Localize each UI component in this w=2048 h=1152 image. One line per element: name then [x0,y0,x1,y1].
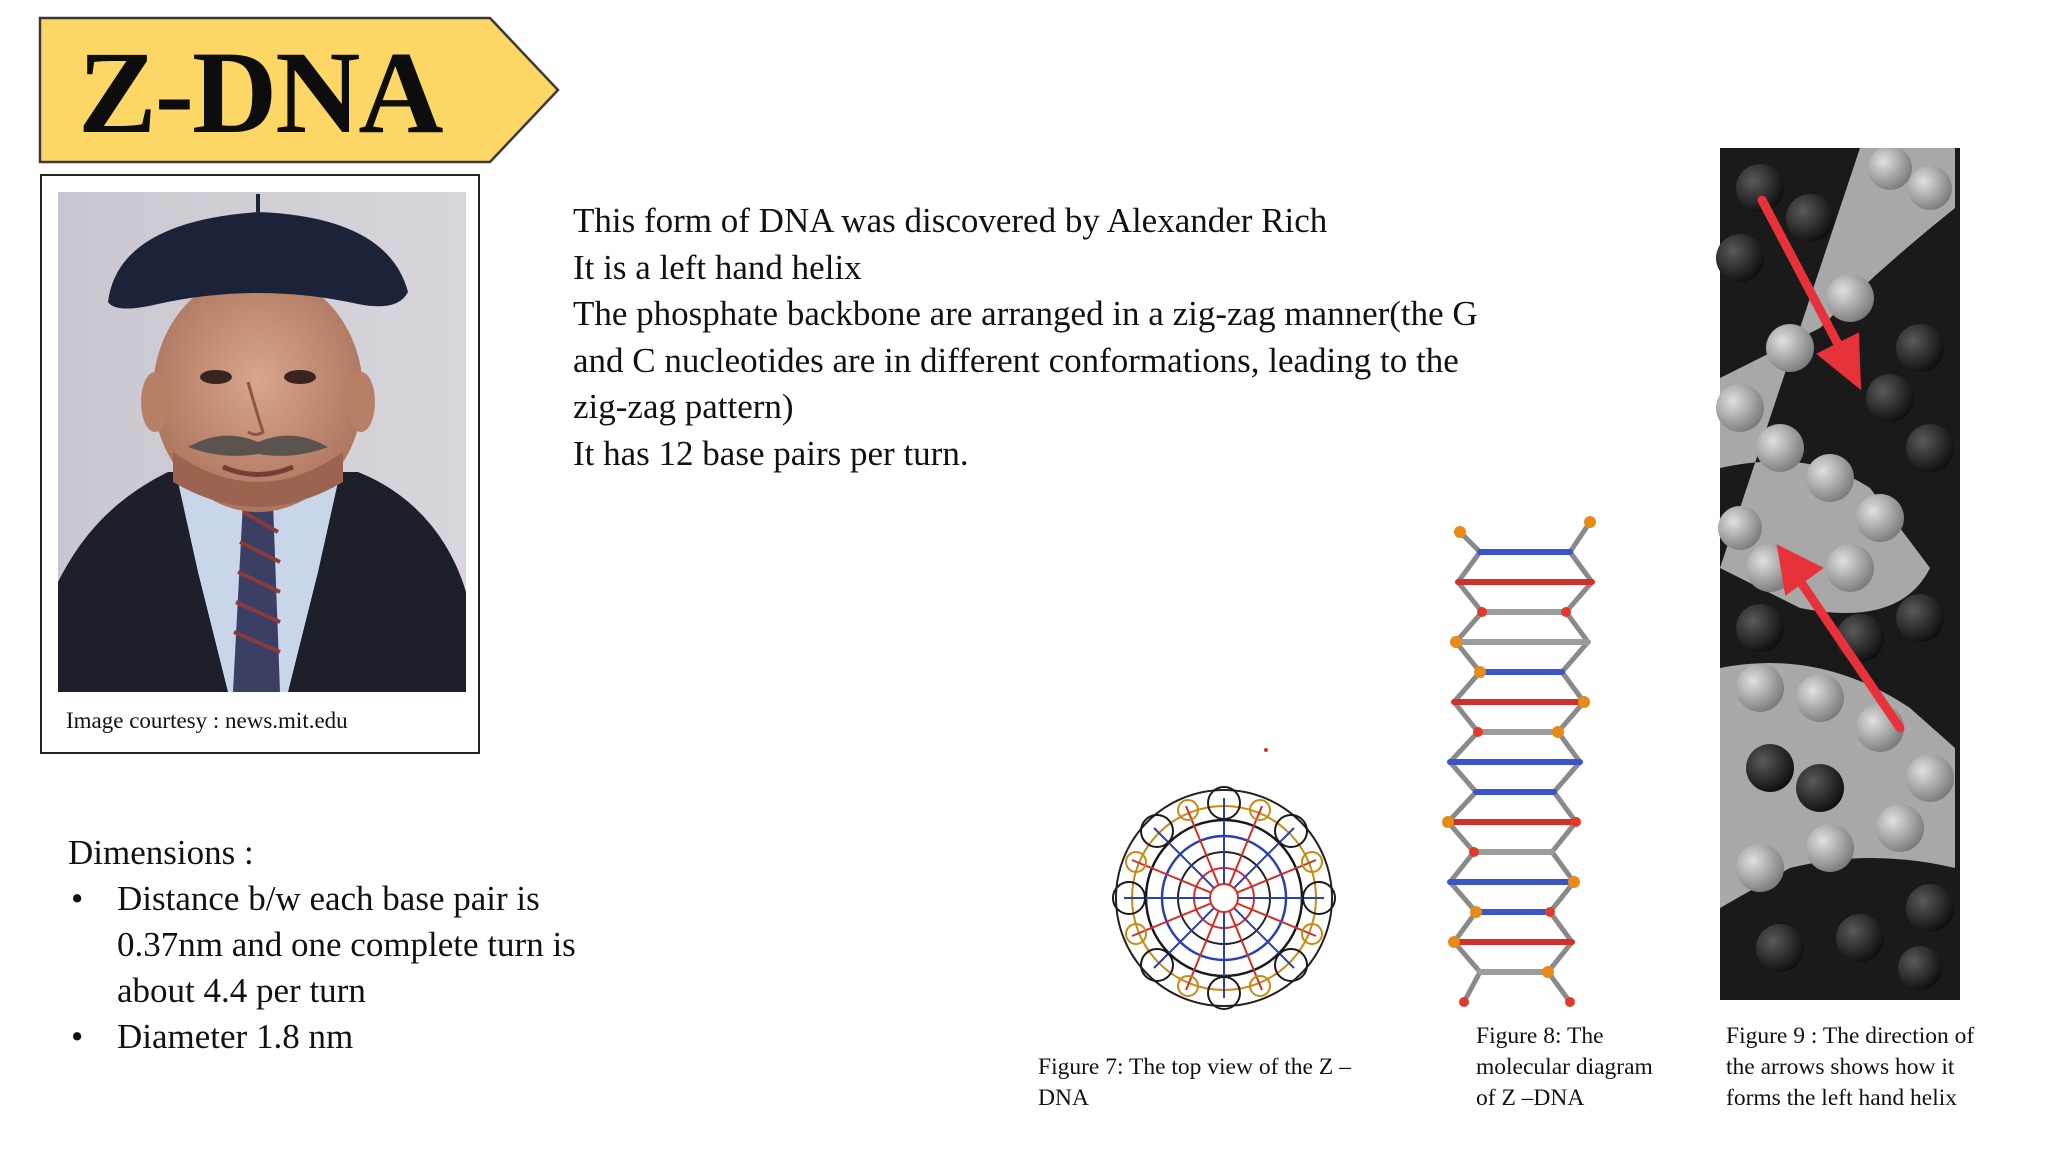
portrait-caption: Image courtesy : news.mit.edu [66,708,348,733]
figure-9-helix [1700,148,1975,1000]
fact-line: It is a left hand helix [573,247,862,287]
zdna-helix-icon [1700,148,1975,1000]
fact-line: This form of DNA was discovered by Alexander Rich [573,201,1328,240]
figure-8-caption [1476,1021,1716,1114]
caption-line: the arrows shows how it [1726,1054,1955,1080]
caption-line: Figure 8: The [1476,1023,1604,1049]
zdna-molecular-icon [1420,512,1620,1008]
portrait-frame [40,174,480,754]
dimensions-block [68,830,688,1060]
dimensions-item [68,876,688,1014]
caption-line: forms the left hand helix [1726,1085,1958,1111]
zdna-top-view-icon [1100,745,1350,1015]
fact-line: The phosphate backbone are arranged in a zig-zag manner(the G [573,294,1478,333]
page-title: Z-DNA [78,27,442,158]
bullet-icon: • [71,1017,84,1056]
facts-block [573,198,1613,477]
dimensions-list [68,876,688,1060]
figure-8-molecular-diagram [1420,512,1620,1008]
caption-line: of Z –DNA [1476,1085,1585,1111]
caption-line: Figure 9 : The direction of [1726,1023,1975,1049]
dimensions-item-line: about 4.4 per turn [117,971,366,1010]
dimensions-item-line: Distance b/w each base pair is [117,879,540,918]
caption-line: Figure 7: The top view of the Z – [1038,1054,1351,1080]
dimensions-heading: Dimensions : [68,833,254,872]
bullet-icon: • [71,879,84,918]
dimensions-item [68,1014,688,1060]
dimensions-item-line: 0.37nm and one complete turn is [117,925,576,964]
portrait-photo [58,192,466,692]
figure-7-top-view [1100,745,1350,1015]
title-banner [38,16,562,164]
caption-line: molecular diagram [1476,1054,1653,1080]
dimensions-item-line: Diameter 1.8 nm [117,1017,354,1056]
fact-line: and C nucleotides are in different conformations, leading to the [573,340,1459,380]
figure-7-caption [1038,1052,1358,1114]
figure-9-caption [1726,1021,2046,1114]
fact-line: zig-zag pattern) [573,387,794,426]
caption-line: DNA [1038,1085,1089,1111]
fact-line: It has 12 base pairs per turn. [573,433,969,473]
